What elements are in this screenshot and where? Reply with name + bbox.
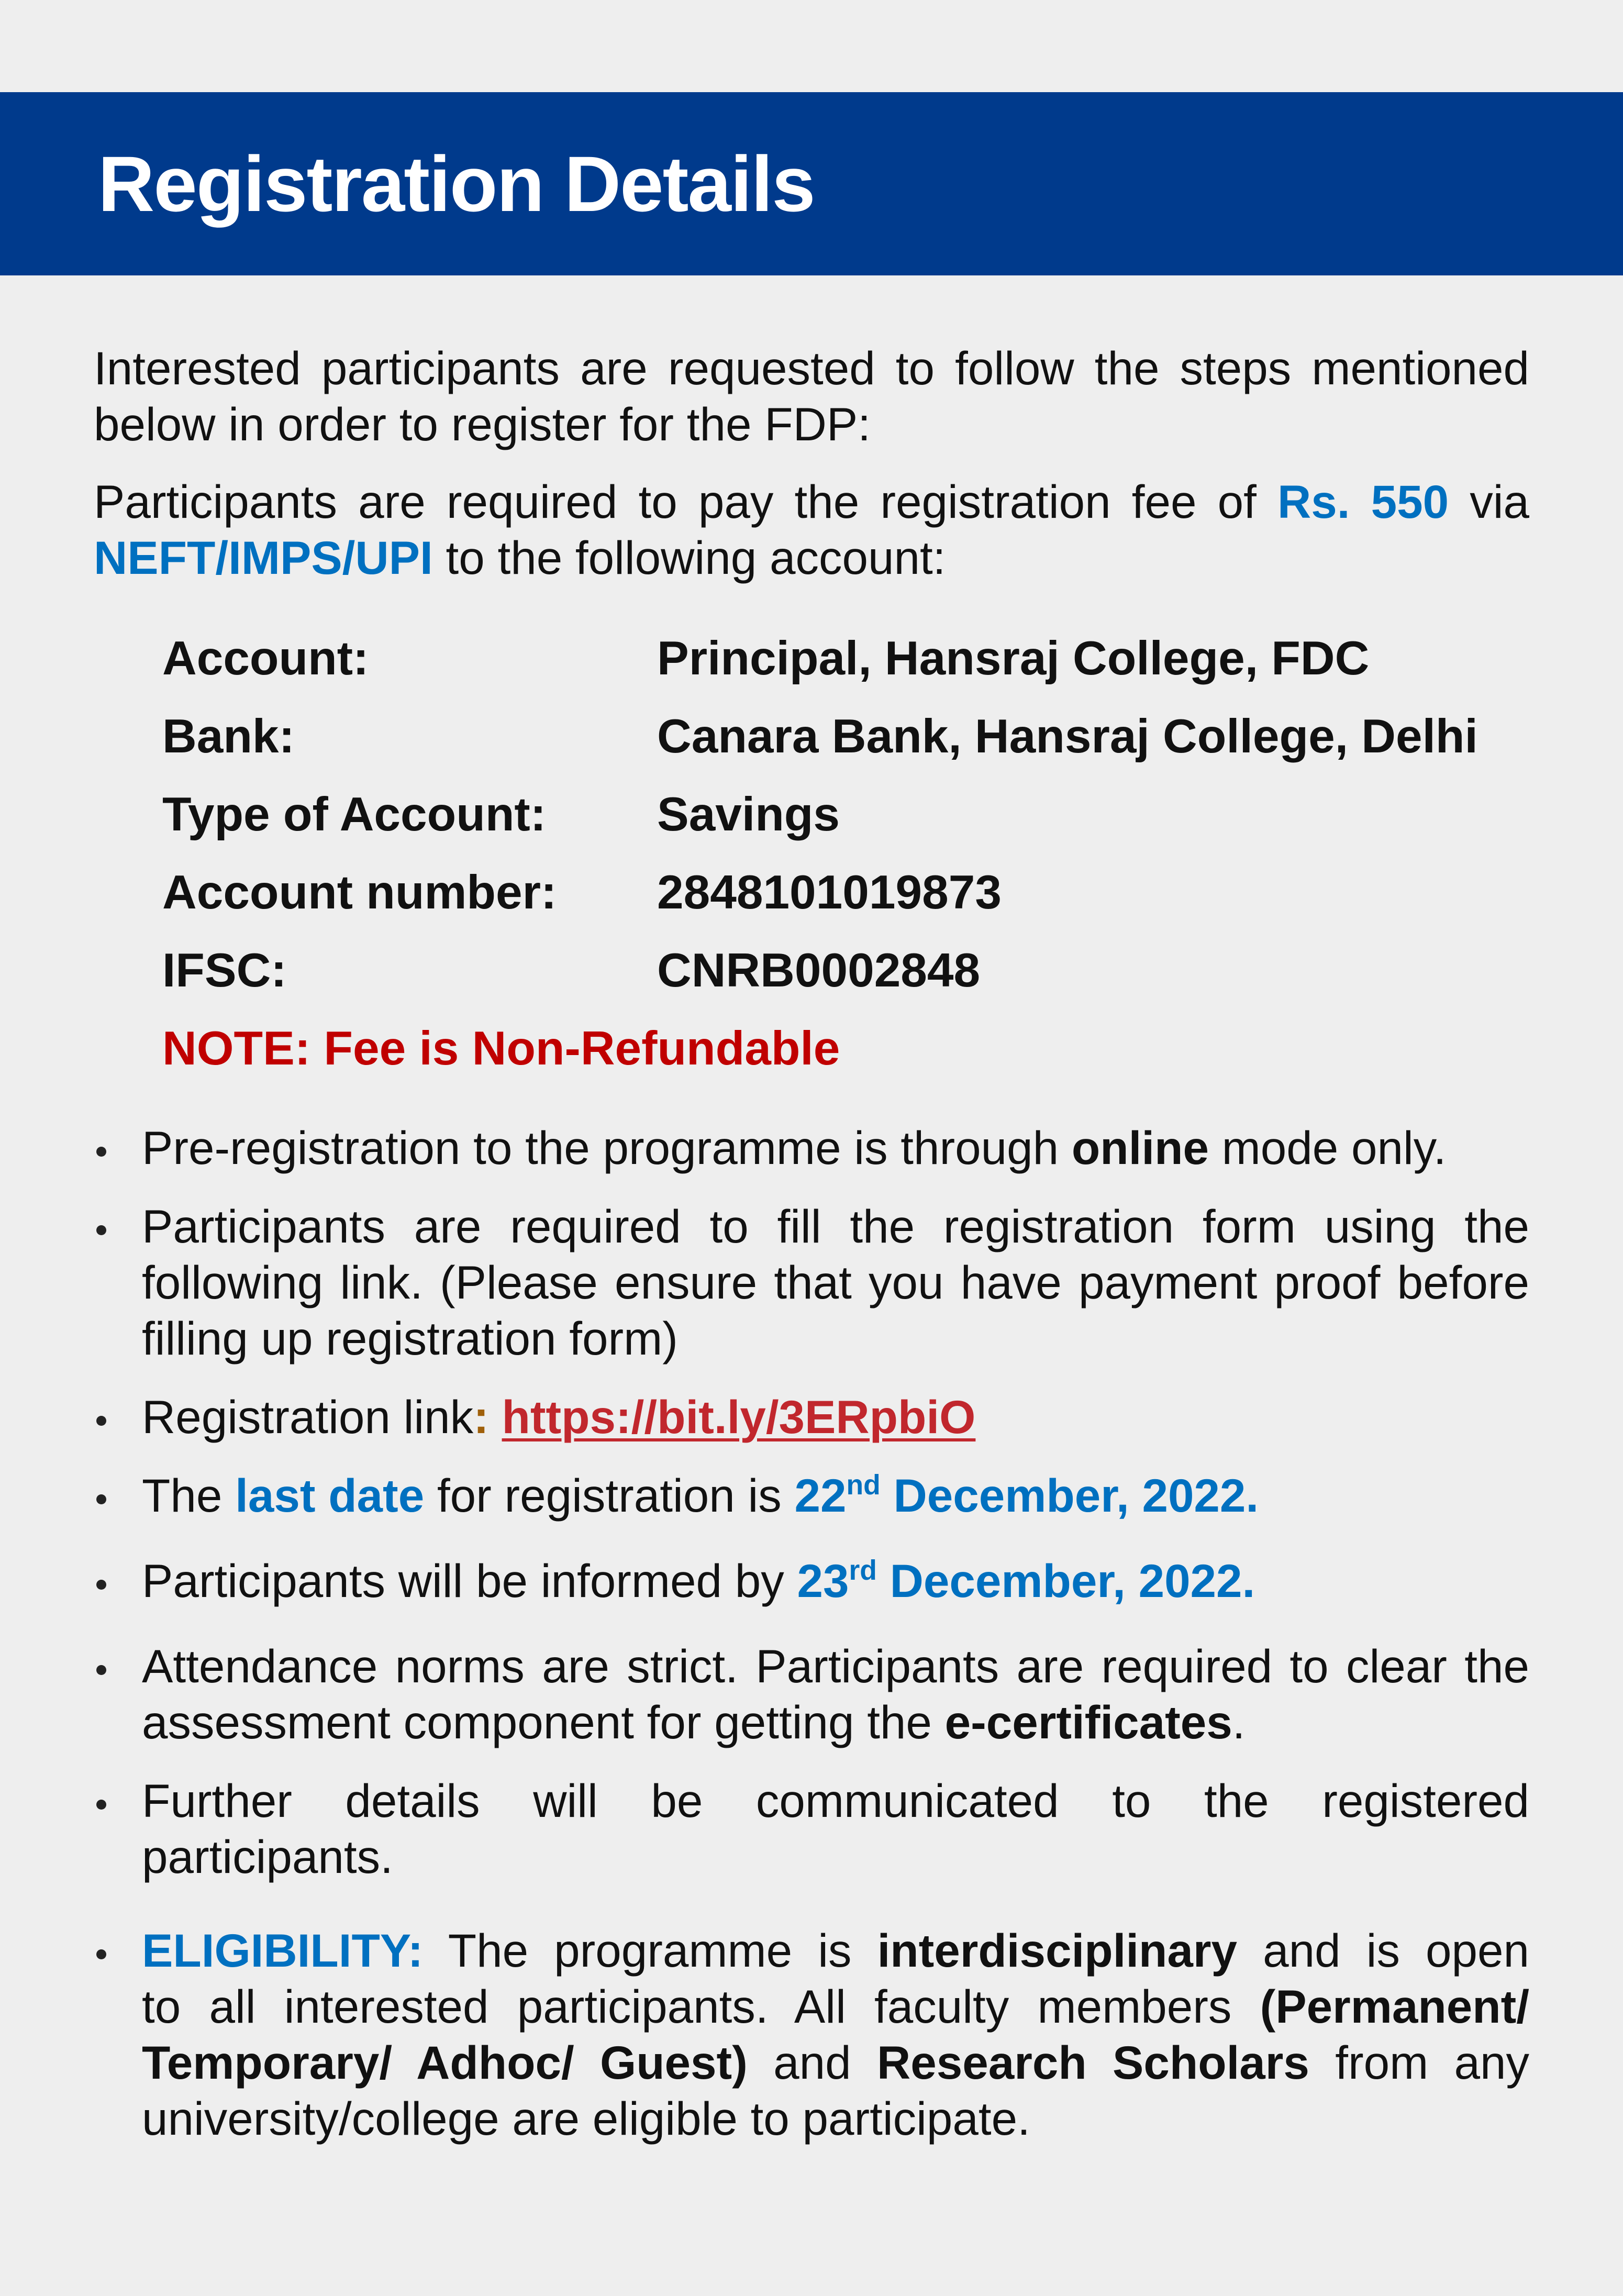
list-item-line: following link. (Please ensure that you have payment proof before <box>142 1256 1529 1308</box>
list-text: mode only. <box>1221 1122 1447 1174</box>
date-rest: December, 2022. <box>893 1469 1259 1522</box>
fee-connector: via <box>1470 475 1530 528</box>
list-item-line <box>142 1979 1529 2035</box>
fee-line-1 <box>94 474 1529 530</box>
list-item-line <box>142 1923 1529 1979</box>
list-text: Participants will be informed by <box>142 1555 784 1607</box>
fee-amount: Rs. 550 <box>1277 475 1449 528</box>
list-item-line: Attendance norms are strict. Participants are required to clear the <box>142 1640 1529 1692</box>
account-label: Account: <box>162 632 369 685</box>
bullet-icon <box>96 1949 106 1959</box>
list-emphasis: interdisciplinary <box>877 1924 1238 1977</box>
list-emphasis: online <box>1071 1122 1209 1174</box>
list-item-line <box>142 1553 1529 1616</box>
page-title: Registration Details <box>98 140 815 228</box>
list-item-last-date <box>94 1468 1529 1530</box>
fee-text: Participants are required to pay the registration fee of <box>94 475 1257 528</box>
registration-steps-list <box>94 1120 1529 2147</box>
account-number-value: 2848101019873 <box>657 866 1002 919</box>
bullet-icon <box>96 1580 106 1590</box>
bullet-icon <box>96 1225 106 1235</box>
date-day: 23 <box>797 1555 849 1607</box>
list-emphasis: (Permanent/ <box>1260 1980 1529 2033</box>
list-text: The programme is <box>448 1924 852 1977</box>
bullet-icon <box>96 1665 106 1675</box>
list-item-line <box>142 1694 1529 1750</box>
list-item-line: Further details will be communicated to the registered <box>142 1774 1529 1827</box>
date-rest: December, 2022. <box>890 1555 1255 1607</box>
list-text: to all interested participants. All faculty members <box>142 1980 1232 2033</box>
list-emphasis: e-certificates <box>944 1696 1232 1748</box>
account-row-number <box>162 853 1529 931</box>
list-text: from any <box>1335 2036 1530 2089</box>
bullet-icon <box>96 1494 106 1504</box>
intro-paragraph <box>94 340 1529 452</box>
bank-label: Bank: <box>162 710 295 763</box>
list-item-line: participants. <box>142 1831 393 1883</box>
bank-account-details <box>94 619 1529 1088</box>
bullet-icon <box>96 1147 106 1157</box>
bullet-icon <box>96 1800 106 1810</box>
list-item-line <box>142 1389 1529 1445</box>
list-item-online-mode <box>94 1120 1529 1176</box>
list-emphasis: Temporary/ Adhoc/ Guest) <box>142 2036 748 2089</box>
list-text: assessment component for getting the <box>142 1696 932 1748</box>
account-row-ifsc <box>162 931 1529 1010</box>
registration-link[interactable]: https://bit.ly/3ERpbiO <box>502 1391 976 1443</box>
list-text: and is open <box>1263 1924 1529 1977</box>
list-item-attendance <box>94 1638 1529 1750</box>
intro-line-1: Interested participants are requested to follow the steps mentioned <box>94 342 1529 394</box>
account-row-account <box>162 619 1529 697</box>
account-value: Principal, Hansraj College, FDC <box>657 632 1370 685</box>
list-text: The <box>142 1469 223 1522</box>
list-item-line <box>142 1468 1529 1530</box>
account-type-label: Type of Account: <box>162 788 547 841</box>
fee-line-2 <box>94 530 1529 586</box>
list-text: . <box>1232 1696 1246 1748</box>
bank-value: Canara Bank, Hansraj College, Delhi <box>657 710 1478 763</box>
header-banner <box>0 92 1623 275</box>
list-item-further-details <box>94 1773 1529 1885</box>
fee-note: NOTE: Fee is Non-Refundable <box>162 1022 840 1075</box>
date-suffix: nd <box>846 1469 881 1501</box>
eligibility-label: ELIGIBILITY: <box>142 1924 424 1977</box>
intro-line-2: below in order to register for the FDP: <box>94 398 871 450</box>
list-text: Pre-registration to the programme is through <box>142 1122 1059 1174</box>
last-date-highlight: last date <box>235 1469 425 1522</box>
list-item-registration-form <box>94 1199 1529 1367</box>
account-row-bank <box>162 697 1529 775</box>
registration-link-separator: : <box>473 1391 489 1443</box>
list-emphasis: Research Scholars <box>876 2036 1309 2089</box>
account-type-value: Savings <box>657 788 840 841</box>
account-row-type <box>162 775 1529 853</box>
list-item-line: university/college are eligible to participate. <box>142 2092 1030 2145</box>
fee-paragraph <box>94 474 1529 586</box>
ifsc-label: IFSC: <box>162 944 287 997</box>
ifsc-value: CNRB0002848 <box>657 944 981 997</box>
list-item-line: filling up registration form) <box>142 1312 678 1365</box>
date-suffix: rd <box>849 1555 877 1586</box>
account-number-label: Account number: <box>162 866 557 919</box>
list-text: for registration is <box>437 1469 782 1522</box>
list-text: and <box>773 2036 851 2089</box>
last-date-value <box>795 1469 1259 1522</box>
list-item-eligibility <box>94 1923 1529 2147</box>
list-item-informed-date <box>94 1553 1529 1616</box>
payment-modes: NEFT/IMPS/UPI <box>94 531 433 584</box>
registration-link-label: Registration link <box>142 1391 474 1443</box>
list-item-registration-link <box>94 1389 1529 1445</box>
main-content <box>94 340 1529 2169</box>
list-item-line: Participants are required to fill the registration form using the <box>142 1200 1529 1252</box>
list-item-line <box>142 1120 1529 1176</box>
informed-date-value <box>797 1555 1255 1607</box>
date-day: 22 <box>794 1469 847 1522</box>
list-item-line <box>142 2035 1529 2091</box>
bullet-icon <box>96 1416 106 1426</box>
fee-text-after: to the following account: <box>446 531 946 584</box>
